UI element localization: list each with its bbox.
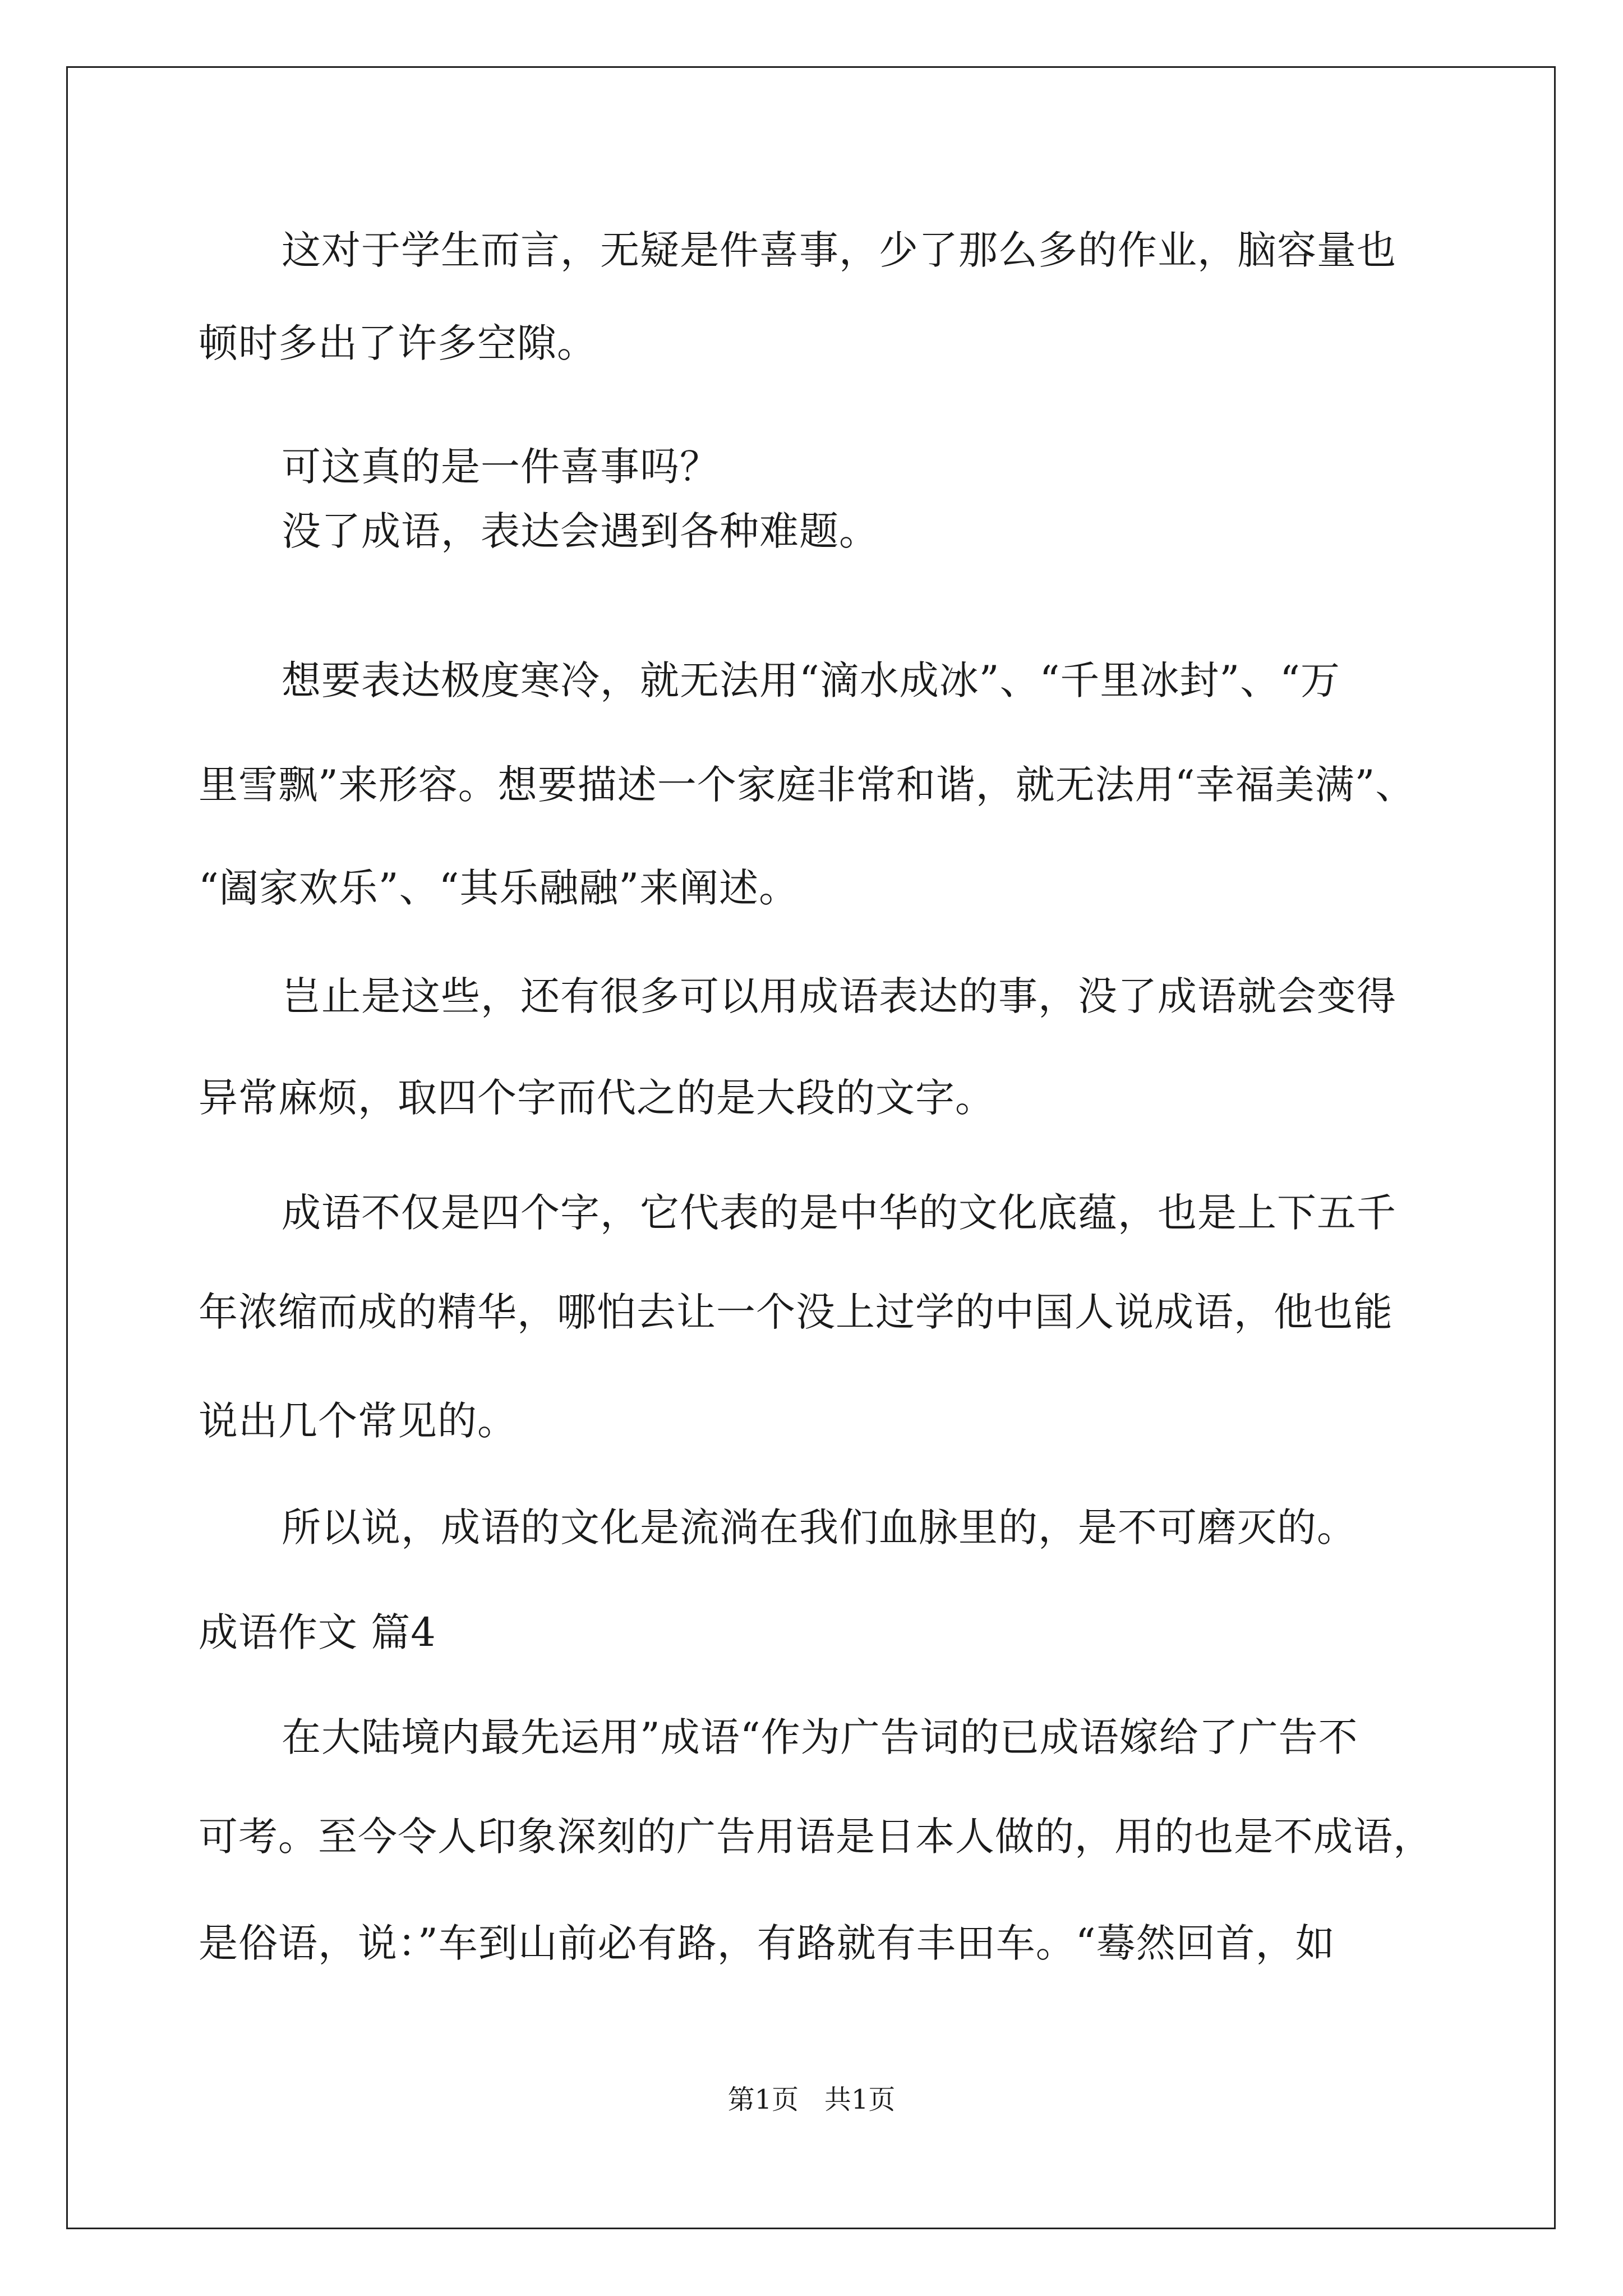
paragraph-line: 岂止是这些，还有很多可以用成语表达的事，没了成语就会变得: [282, 973, 1396, 1019]
paragraph-line: 在大陆境内最先运用”成语“作为广告词的已成语嫁给了广告不: [282, 1714, 1358, 1760]
page-border: [66, 66, 1556, 2229]
paragraph-line: 是俗语，说：”车到山前必有路，有路就有丰田车。“蓦然回首，如: [199, 1920, 1335, 1966]
section-heading: 成语作文 篇4: [199, 1609, 436, 1655]
page-number-footer: 第1页 共1页: [727, 2084, 896, 2115]
paragraph-line: 没了成语，表达会遇到各种难题。: [282, 508, 879, 554]
paragraph-line: 成语不仅是四个字，它代表的是中华的文化底蕴，也是上下五千: [282, 1190, 1396, 1236]
paragraph-line: 顿时多出了许多空隙。: [199, 320, 597, 366]
paragraph-line: 里雪飘”来形容。想要描述一个家庭非常和谐，就无法用“幸福美满”、: [199, 762, 1415, 808]
paragraph-line: 这对于学生而言，无疑是件喜事，少了那么多的作业，脑容量也: [282, 227, 1396, 273]
paragraph-line: “阖家欢乐”、“其乐融融”来阐述。: [199, 865, 799, 911]
paragraph-line: 年浓缩而成的精华，哪怕去让一个没上过学的中国人说成语，他也能: [199, 1289, 1393, 1335]
paragraph-line: 想要表达极度寒冷，就无法用“滴水成冰”、“千里冰封”、“万: [282, 657, 1340, 703]
paragraph-line: 可考。至今令人印象深刻的广告用语是日本人做的，用的也是不成语，: [199, 1814, 1433, 1860]
paragraph-line: 可这真的是一件喜事吗？: [282, 444, 720, 490]
paragraph-line: 说出几个常见的。: [199, 1398, 517, 1444]
paragraph-line: 所以说，成语的文化是流淌在我们血脉里的，是不可磨灭的。: [282, 1504, 1357, 1550]
paragraph-line: 异常麻烦，取四个字而代之的是大段的文字。: [199, 1075, 995, 1121]
